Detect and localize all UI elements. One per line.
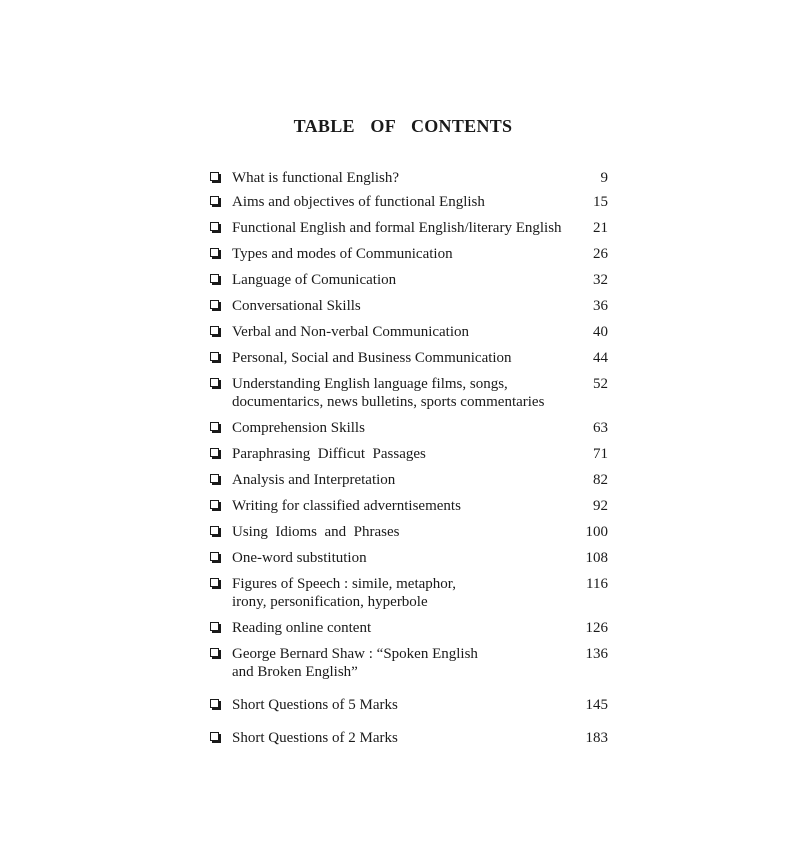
toc-entry — [210, 372, 610, 416]
checkbox-icon — [210, 274, 219, 283]
toc-page-number: 136 — [585, 646, 608, 662]
toc-page-number: 63 — [593, 420, 608, 436]
toc-entry — [210, 572, 610, 616]
toc-page-number: 15 — [593, 194, 608, 210]
toc-entry — [210, 268, 610, 294]
toc-page-number: 126 — [585, 620, 608, 636]
checkbox-icon — [210, 448, 219, 457]
toc-entry — [210, 320, 610, 346]
toc-entry-title: Conversational Skills — [232, 298, 361, 314]
toc-page-number: 36 — [593, 298, 608, 314]
checkbox-icon — [210, 378, 219, 387]
toc-page-number: 26 — [593, 246, 608, 262]
toc-page-number: 116 — [586, 576, 608, 592]
toc-entry — [210, 190, 610, 216]
toc-entry — [210, 242, 610, 268]
toc-entry-title: What is functional English? — [232, 170, 400, 186]
toc-page-number: 108 — [585, 550, 608, 566]
toc-page-number: 92 — [593, 498, 608, 514]
toc-entry-title: Writing for classified adverntisements — [232, 498, 461, 514]
checkbox-icon — [210, 326, 219, 335]
toc-entry-title: Aims and objectives of functional English — [232, 194, 485, 210]
toc-entry-title: Verbal and Non-verbal Communication — [232, 324, 470, 340]
toc-entry-title: Short Questions of 5 Marks — [232, 697, 398, 713]
toc-entry-title: Personal, Social and Business Communication — [232, 350, 512, 366]
checkbox-icon — [210, 699, 219, 708]
toc-page-number: 52 — [593, 376, 608, 392]
checkbox-icon — [210, 526, 219, 535]
toc-page-number: 40 — [593, 324, 608, 340]
toc-entry-title: Analysis and Interpretation — [232, 472, 396, 488]
checkbox-icon — [210, 248, 219, 257]
toc-entry — [210, 520, 610, 546]
toc-entry — [210, 416, 610, 442]
checkbox-icon — [210, 352, 219, 361]
toc-entry-title: One-word substitution — [232, 550, 367, 566]
checkbox-icon — [210, 622, 219, 631]
toc-entry — [210, 726, 610, 752]
toc-entry — [210, 216, 610, 242]
checkbox-icon — [210, 578, 219, 587]
toc-entry — [210, 468, 610, 494]
checkbox-icon — [210, 552, 219, 561]
toc-page-number: 44 — [593, 350, 608, 366]
toc-entry — [210, 346, 610, 372]
toc-entry — [210, 546, 610, 572]
checkbox-icon — [210, 648, 219, 657]
toc-entry-title: Comprehension Skills — [232, 420, 365, 436]
toc-entry — [210, 166, 610, 190]
toc-entry-title: Figures of Speech : simile, metaphor, irony, personification, hyperbole — [232, 576, 456, 610]
toc-page-number: 32 — [593, 272, 608, 288]
checkbox-icon — [210, 172, 219, 181]
toc-entry-title: George Bernard Shaw : “Spoken English and Broken English” — [232, 646, 478, 680]
checkbox-icon — [210, 422, 219, 431]
toc-entry-title: Using Idioms and Phrases — [232, 524, 400, 540]
toc-entry — [210, 642, 610, 693]
toc-entry — [210, 693, 610, 726]
toc-entry — [210, 494, 610, 520]
toc-entry-title: Paraphrasing Difficut Passages — [232, 446, 426, 462]
toc-entry — [210, 294, 610, 320]
checkbox-icon — [210, 500, 219, 509]
toc-entry-title: Types and modes of Communication — [232, 246, 453, 262]
toc-entry-title: Short Questions of 2 Marks — [232, 730, 398, 746]
toc-entry — [210, 442, 610, 468]
checkbox-icon — [210, 732, 219, 741]
toc-page-number: 82 — [593, 472, 608, 488]
toc-entry-title: Language of Comunication — [232, 272, 397, 288]
checkbox-icon — [210, 474, 219, 483]
checkbox-icon — [210, 222, 219, 231]
toc-page-number: 145 — [585, 697, 608, 713]
toc-entry-title: Reading online content — [232, 620, 372, 636]
toc-page-number: 21 — [593, 220, 608, 236]
checkbox-icon — [210, 300, 219, 309]
toc-page-number: 71 — [593, 446, 608, 462]
toc-entry — [210, 616, 610, 642]
page-title: TABLE OF CONTENTS — [293, 116, 513, 136]
toc-page-number: 100 — [585, 524, 608, 540]
toc-entry-title: Understanding English language films, songs, documentarics, news bulletins, sports commentaries — [232, 376, 545, 410]
toc-list — [210, 166, 610, 752]
toc-entry-title: Functional English and formal English/literary English — [232, 220, 562, 236]
toc-page-number: 9 — [600, 170, 608, 186]
toc-page-number: 183 — [585, 730, 608, 746]
checkbox-icon — [210, 196, 219, 205]
